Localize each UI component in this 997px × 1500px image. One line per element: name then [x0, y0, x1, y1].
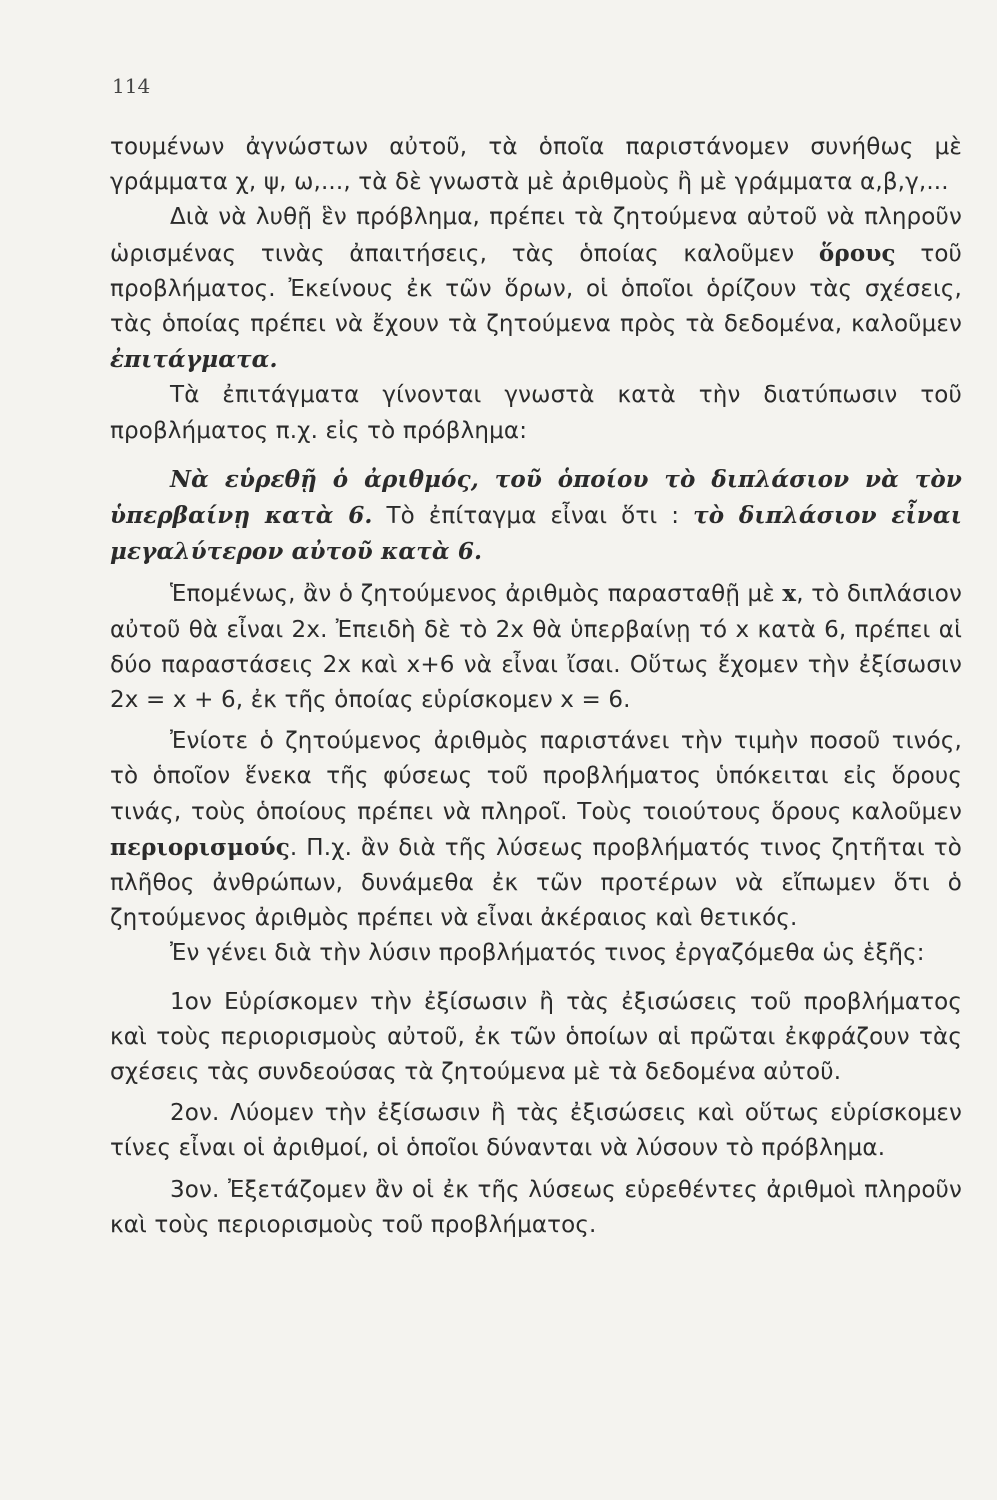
paragraph-4-example	[110, 462, 962, 571]
paragraph-6	[110, 724, 962, 936]
body-text	[110, 130, 962, 1243]
text-run: Διὰ νὰ λυθῇ ἓν πρόβλημα, πρέπει τὰ ζητούμενα αὐτοῦ νὰ πληροῦν ὡρισμένας τινὰς ἀπαιτήσεις, τὰς ὁποίας καλοῦμεν	[110, 204, 962, 267]
text-run: Ἑπομένως, ἂν ὁ ζητούμενος ἀριθμὸς παρασταθῇ μὲ	[170, 581, 783, 608]
text-run: Ἐνίοτε ὁ ζητούμενος ἀριθμὸς παριστάνει τὴν τιμὴν ποσοῦ τινός, τὸ ὁποῖον ἕνεκα τῆς φύσεως τοῦ προβλήματος ὑπόκειται εἰς ὅρους τινάς, τοὺς ὁποίους πρέπει νὰ πληροῖ. Τοὺς τοιούτους ὅρους καλοῦμεν	[110, 728, 962, 825]
text-run: τουμένων ἀγνώστων αὐτοῦ, τὰ ὁποῖα παριστάνομεν συνήθως μὲ γράμματα χ, ψ, ω,..., τὰ δὲ γνωστὰ μὲ ἀριθμοὺς ἢ μὲ γράμματα α,β,γ,...	[110, 134, 962, 196]
term-periorismoi: περιορισμούς	[110, 833, 290, 861]
paragraph-3	[110, 378, 962, 448]
paragraph-10-step-3	[110, 1173, 962, 1243]
variable-x: x	[782, 580, 797, 608]
text-run: Ἐν γένει διὰ τὴν λύσιν προβλήματός τινος ἐργαζόμεθα ὡς ἑξῆς:	[170, 940, 925, 967]
text-run: . Π.χ. ἂν διὰ τῆς λύσεως προβλήματός τινος ζητῆται τὸ πλῆθος ἀνθρώπων, δυνάμεθα ἐκ τῶν προτέρων νὰ εἴπωμεν ὅτι ὁ ζητούμενος ἀριθμὸς πρέπει νὰ εἶναι ἀκέραιος καὶ θετικός.	[110, 834, 962, 932]
text-run: Τὸ ἐπίταγμα εἶναι ὅτι :	[372, 503, 694, 530]
paragraph-1	[110, 130, 962, 200]
example-constraint: τὸ διπλάσιον εἶναι μεγαλύτερον αὐτοῦ κατὰ 6.	[110, 502, 963, 566]
term-epitagmata: ἐπιτάγματα.	[110, 346, 278, 374]
text-run: 3ον. Ἐξετάζομεν ἂν οἱ ἐκ τῆς λύσεως εὑρεθέντες ἀριθμοὶ πληροῦν καὶ τοὺς περιορισμοὺς τοῦ προβλήματος.	[110, 1176, 962, 1238]
paragraph-2	[110, 200, 962, 378]
paragraph-8-step-1	[110, 985, 962, 1091]
page-number: 114	[112, 74, 151, 98]
paragraph-5	[110, 576, 962, 718]
paragraph-7	[110, 936, 962, 971]
text-run: , τὸ διπλάσιον αὐτοῦ θὰ εἶναι 2x. Ἐπειδὴ δὲ τὸ 2x θὰ ὑπερβαίνῃ τό x κατὰ 6, πρέπει αἱ δύο παραστάσεις 2x καὶ x+6 νὰ εἶναι ἴσαι. Οὕτως ἔχομεν τὴν ἐξίσωσιν 2x = x + 6, ἐκ τῆς ὁποίας εὑρίσκομεν x = 6.	[110, 581, 962, 714]
text-run: 1ον Εὑρίσκομεν τὴν ἐξίσωσιν ἢ τὰς ἐξισώσεις τοῦ προβλήματος καὶ τοὺς περιορισμοὺς αὐτοῦ, ἐκ τῶν ὁποίων αἱ πρῶται ἐκφράζουν τὰς σχέσεις τὰς συνδεούσας τὰ ζητούμενα μὲ τὰ δεδομένα αὐτοῦ.	[110, 988, 962, 1086]
paragraph-9-step-2	[110, 1096, 962, 1166]
text-run: 2ον. Λύομεν τὴν ἐξίσωσιν ἢ τὰς ἐξισώσεις καὶ οὕτως εὑρίσκομεν τίνες εἶναι οἱ ἀριθμοί, οἱ ὁποῖοι δύνανται νὰ λύσουν τὸ πρόβλημα.	[110, 1100, 962, 1162]
text-run: τοῦ προβλήματος. Ἐκείνους ἐκ τῶν ὅρων, οἱ ὁποῖοι ὁρίζουν τὰς σχέσεις, τὰς ὁποίας πρέπει νὰ ἔχουν τὰ ζητούμενα πρὸς τὰ δεδομένα, καλοῦμεν	[110, 240, 962, 338]
term-horoi: ὅρους	[818, 239, 896, 267]
text-run: Τὰ ἐπιτάγματα γίνονται γνωστὰ κατὰ τὴν διατύπωσιν τοῦ προβλήματος π.χ. εἰς τὸ πρόβλημα:	[110, 382, 962, 444]
example-problem: Νὰ εὑρεθῇ ὁ ἀριθμός, τοῦ ὁποίου τὸ διπλάσιον νὰ τὸν ὑπερβαίνῃ κατὰ 6.	[110, 465, 962, 530]
